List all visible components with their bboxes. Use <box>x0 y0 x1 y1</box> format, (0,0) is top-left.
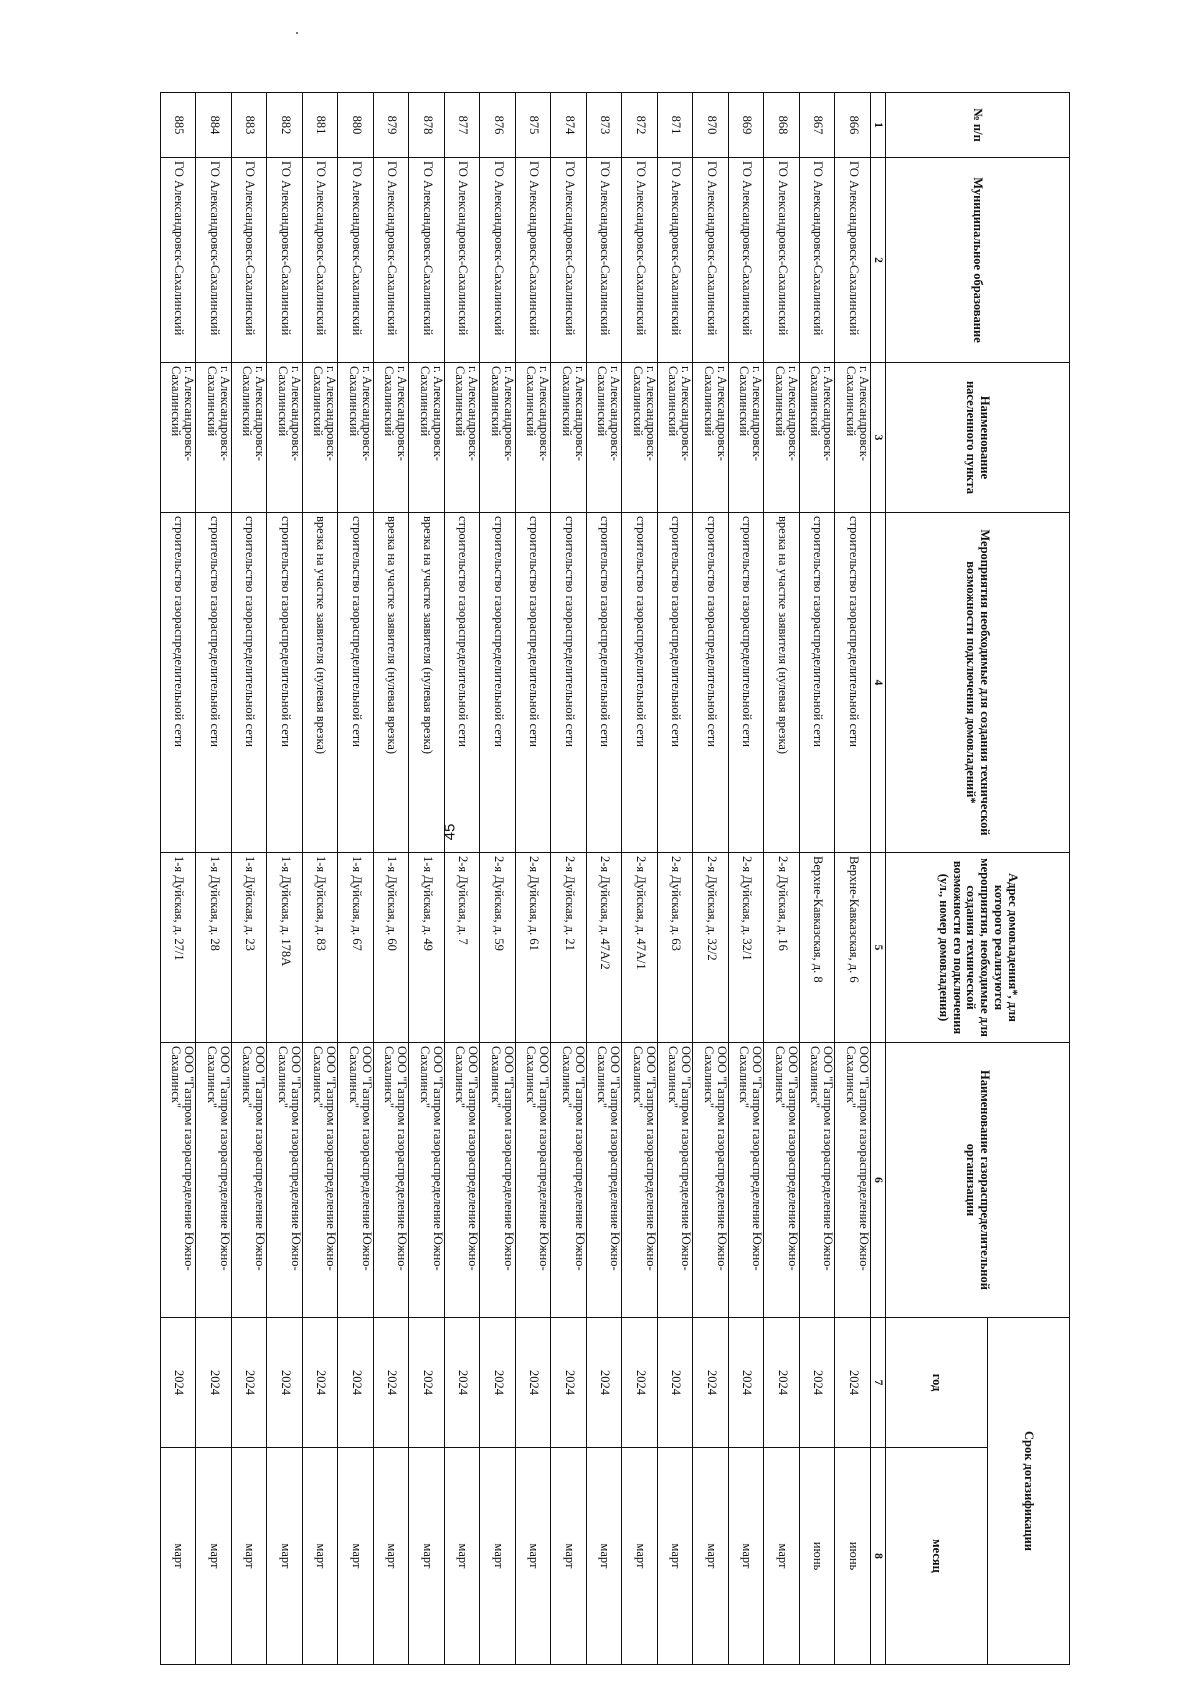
address-cell: 2-я Дуйская, д. 47А/1 <box>622 853 658 1043</box>
column-number-row <box>871 93 886 1665</box>
locality-cell: г. Александровск-Сахалинский <box>480 363 516 513</box>
row-number: 883 <box>232 93 268 158</box>
address-cell: 2-я Дуйская, д. 32/1 <box>729 853 765 1043</box>
locality-cell: г. Александровск-Сахалинский <box>764 363 800 513</box>
column-number: 3 <box>871 363 886 513</box>
activity-cell: строительство газораспределительной сети <box>516 513 552 853</box>
month-cell: март <box>196 1448 232 1665</box>
activity-cell: строительство газораспределительной сети <box>338 513 374 853</box>
organization-cell: ООО "Газпром газораспределение Южно-Сахалинск" <box>445 1043 481 1318</box>
organization-cell: ООО "Газпром газораспределение Южно-Сахалинск" <box>480 1043 516 1318</box>
row-number: 884 <box>196 93 232 158</box>
month-cell: март <box>338 1448 374 1665</box>
activity-cell: строительство газораспределительной сети <box>729 513 765 853</box>
organization-cell: ООО "Газпром газораспределение Южно-Сахалинск" <box>835 1043 871 1318</box>
table-row <box>232 93 268 1665</box>
address-cell: 2-я Дуйская, д. 63 <box>658 853 694 1043</box>
month-cell: март <box>480 1448 516 1665</box>
address-cell: 1-я Дуйская, д. 28 <box>196 853 232 1043</box>
column-number: 2 <box>871 158 886 363</box>
municipality-cell: ГО Александровск-Сахалинский <box>161 158 197 363</box>
row-number: 868 <box>764 93 800 158</box>
month-cell: март <box>232 1448 268 1665</box>
municipality-cell: ГО Александровск-Сахалинский <box>658 158 694 363</box>
municipality-cell: ГО Александровск-Сахалинский <box>622 158 658 363</box>
table-body <box>161 93 871 1665</box>
column-number: 5 <box>871 853 886 1043</box>
gasification-table <box>160 92 1070 1665</box>
year-cell: 2024 <box>196 1318 232 1448</box>
municipality-cell: ГО Александровск-Сахалинский <box>338 158 374 363</box>
locality-cell: г. Александровск-Сахалинский <box>622 363 658 513</box>
address-cell: 1-я Дуйская, д. 23 <box>232 853 268 1043</box>
year-cell: 2024 <box>409 1318 445 1448</box>
row-number: 880 <box>338 93 374 158</box>
organization-cell: ООО "Газпром газораспределение Южно-Сахалинск" <box>303 1043 339 1318</box>
address-cell: 2-я Дуйская, д. 59 <box>480 853 516 1043</box>
activity-cell: строительство газораспределительной сети <box>445 513 481 853</box>
address-cell: 2-я Дуйская, д. 7 <box>445 853 481 1043</box>
locality-cell: г. Александровск-Сахалинский <box>232 363 268 513</box>
month-cell: март <box>445 1448 481 1665</box>
month-cell: март <box>729 1448 765 1665</box>
organization-cell: ООО "Газпром газораспределение Южно-Сахалинск" <box>516 1043 552 1318</box>
activity-cell: врезка на участке заявителя (нулевая врезка) <box>303 513 339 853</box>
address-cell: 1-я Дуйская, д. 83 <box>303 853 339 1043</box>
organization-cell: ООО "Газпром газораспределение Южно-Сахалинск" <box>658 1043 694 1318</box>
municipality-cell: ГО Александровск-Сахалинский <box>445 158 481 363</box>
address-cell: Верхне-Кавказская, д. 8 <box>800 853 836 1043</box>
table-row <box>161 93 197 1665</box>
month-cell: март <box>551 1448 587 1665</box>
row-number: 872 <box>622 93 658 158</box>
table-row <box>303 93 339 1665</box>
activity-cell: строительство газораспределительной сети <box>800 513 836 853</box>
address-cell: 1-я Дуйская, д. 49 <box>409 853 445 1043</box>
organization-cell: ООО "Газпром газораспределение Южно-Сахалинск" <box>374 1043 410 1318</box>
year-cell: 2024 <box>835 1318 871 1448</box>
row-number: 885 <box>161 93 197 158</box>
organization-cell: ООО "Газпром газораспределение Южно-Сахалинск" <box>161 1043 197 1318</box>
locality-cell: г. Александровск-Сахалинский <box>587 363 623 513</box>
municipality-cell: ГО Александровск-Сахалинский <box>693 158 729 363</box>
municipality-cell: ГО Александровск-Сахалинский <box>409 158 445 363</box>
year-cell: 2024 <box>338 1318 374 1448</box>
municipality-cell: ГО Александровск-Сахалинский <box>800 158 836 363</box>
address-cell: 1-я Дуйская, д. 27/1 <box>161 853 197 1043</box>
table-row <box>658 93 694 1665</box>
year-cell: 2024 <box>267 1318 303 1448</box>
table-row <box>729 93 765 1665</box>
locality-cell: г. Александровск-Сахалинский <box>196 363 232 513</box>
month-cell: март <box>764 1448 800 1665</box>
activity-cell: строительство газораспределительной сети <box>658 513 694 853</box>
row-number: 871 <box>658 93 694 158</box>
table-row <box>409 93 445 1665</box>
month-cell: март <box>374 1448 410 1665</box>
address-cell: 2-я Дуйская, д. 47А/2 <box>587 853 623 1043</box>
activity-cell: строительство газораспределительной сети <box>693 513 729 853</box>
activity-cell: врезка на участке заявителя (нулевая врезка) <box>764 513 800 853</box>
organization-cell: ООО "Газпром газораспределение Южно-Сахалинск" <box>338 1043 374 1318</box>
activity-cell: врезка на участке заявителя (нулевая врезка) <box>409 513 445 853</box>
organization-cell: ООО "Газпром газораспределение Южно-Сахалинск" <box>409 1043 445 1318</box>
year-cell: 2024 <box>764 1318 800 1448</box>
year-cell: 2024 <box>622 1318 658 1448</box>
scan-speck <box>296 32 298 34</box>
header-activity: Мероприятия необходимые для создания технической возможности подключения домовладений* <box>886 513 1070 853</box>
activity-cell: строительство газораспределительной сети <box>551 513 587 853</box>
municipality-cell: ГО Александровск-Сахалинский <box>303 158 339 363</box>
activity-cell: строительство газораспределительной сети <box>480 513 516 853</box>
table-row <box>764 93 800 1665</box>
year-cell: 2024 <box>551 1318 587 1448</box>
organization-cell: ООО "Газпром газораспределение Южно-Сахалинск" <box>587 1043 623 1318</box>
row-number: 874 <box>551 93 587 158</box>
month-cell: март <box>622 1448 658 1665</box>
locality-cell: г. Александровск-Сахалинский <box>161 363 197 513</box>
month-cell: март <box>516 1448 552 1665</box>
row-number: 882 <box>267 93 303 158</box>
organization-cell: ООО "Газпром газораспределение Южно-Сахалинск" <box>800 1043 836 1318</box>
locality-cell: г. Александровск-Сахалинский <box>338 363 374 513</box>
municipality-cell: ГО Александровск-Сахалинский <box>835 158 871 363</box>
locality-cell: г. Александровск-Сахалинский <box>658 363 694 513</box>
table-row <box>800 93 836 1665</box>
activity-cell: строительство газораспределительной сети <box>267 513 303 853</box>
municipality-cell: ГО Александровск-Сахалинский <box>196 158 232 363</box>
month-cell: март <box>587 1448 623 1665</box>
locality-cell: г. Александровск-Сахалинский <box>303 363 339 513</box>
municipality-cell: ГО Александровск-Сахалинский <box>232 158 268 363</box>
table-row <box>480 93 516 1665</box>
table-row <box>551 93 587 1665</box>
rotated-page-content <box>165 92 1070 1664</box>
table-row <box>622 93 658 1665</box>
column-number: 6 <box>871 1043 886 1318</box>
organization-cell: ООО "Газпром газораспределение Южно-Сахалинск" <box>267 1043 303 1318</box>
address-cell: 1-я Дуйская, д. 178А <box>267 853 303 1043</box>
organization-cell: ООО "Газпром газораспределение Южно-Сахалинск" <box>729 1043 765 1318</box>
address-cell: 2-я Дуйская, д. 16 <box>764 853 800 1043</box>
organization-cell: ООО "Газпром газораспределение Южно-Сахалинск" <box>232 1043 268 1318</box>
row-number: 873 <box>587 93 623 158</box>
locality-cell: г. Александровск-Сахалинский <box>374 363 410 513</box>
address-cell: 1-я Дуйская, д. 67 <box>338 853 374 1043</box>
row-number: 876 <box>480 93 516 158</box>
table-row <box>693 93 729 1665</box>
municipality-cell: ГО Александровск-Сахалинский <box>587 158 623 363</box>
locality-cell: г. Александровск-Сахалинский <box>267 363 303 513</box>
row-number: 870 <box>693 93 729 158</box>
address-cell: 1-я Дуйская, д. 60 <box>374 853 410 1043</box>
municipality-cell: ГО Александровск-Сахалинский <box>480 158 516 363</box>
address-cell: 2-я Дуйская, д. 32/2 <box>693 853 729 1043</box>
locality-cell: г. Александровск-Сахалинский <box>800 363 836 513</box>
organization-cell: ООО "Газпром газораспределение Южно-Сахалинск" <box>551 1043 587 1318</box>
table-row <box>516 93 552 1665</box>
column-number: 7 <box>871 1318 886 1448</box>
column-number: 4 <box>871 513 886 853</box>
organization-cell: ООО "Газпром газораспределение Южно-Сахалинск" <box>764 1043 800 1318</box>
locality-cell: г. Александровск-Сахалинский <box>835 363 871 513</box>
table-row <box>445 93 481 1665</box>
municipality-cell: ГО Александровск-Сахалинский <box>764 158 800 363</box>
header-municipality: Муниципальное образование <box>886 158 1070 363</box>
month-cell: март <box>409 1448 445 1665</box>
address-cell: 2-я Дуйская, д. 61 <box>516 853 552 1043</box>
activity-cell: строительство газораспределительной сети <box>587 513 623 853</box>
municipality-cell: ГО Александровск-Сахалинский <box>516 158 552 363</box>
year-cell: 2024 <box>516 1318 552 1448</box>
address-cell: 2-я Дуйская, д. 21 <box>551 853 587 1043</box>
header-address: Адрес домовладения*, для которого реализуются мероприятия, необходимые для создания технической возможности его подключения (ул., номер домовладения) <box>886 853 1070 1043</box>
row-number: 866 <box>835 93 871 158</box>
month-cell: июнь <box>835 1448 871 1665</box>
activity-cell: строительство газораспределительной сети <box>232 513 268 853</box>
month-cell: март <box>267 1448 303 1665</box>
organization-cell: ООО "Газпром газораспределение Южно-Сахалинск" <box>196 1043 232 1318</box>
locality-cell: г. Александровск-Сахалинский <box>729 363 765 513</box>
month-cell: март <box>161 1448 197 1665</box>
locality-cell: г. Александровск-Сахалинский <box>409 363 445 513</box>
activity-cell: строительство газораспределительной сети <box>161 513 197 853</box>
month-cell: март <box>658 1448 694 1665</box>
year-cell: 2024 <box>161 1318 197 1448</box>
municipality-cell: ГО Александровск-Сахалинский <box>374 158 410 363</box>
year-cell: 2024 <box>232 1318 268 1448</box>
header-year: год <box>886 1318 988 1448</box>
activity-cell: врезка на участке заявителя (нулевая врезка) <box>374 513 410 853</box>
row-number: 878 <box>409 93 445 158</box>
locality-cell: г. Александровск-Сахалинский <box>693 363 729 513</box>
year-cell: 2024 <box>693 1318 729 1448</box>
header-month: месяц <box>886 1448 988 1665</box>
table-row <box>374 93 410 1665</box>
column-number: 1 <box>871 93 886 158</box>
month-cell: март <box>303 1448 339 1665</box>
row-number: 879 <box>374 93 410 158</box>
column-number: 8 <box>871 1448 886 1665</box>
year-cell: 2024 <box>800 1318 836 1448</box>
activity-cell: строительство газораспределительной сети <box>196 513 232 853</box>
row-number: 875 <box>516 93 552 158</box>
page-number: 45 <box>441 823 459 841</box>
table-header <box>871 93 1070 1665</box>
activity-cell: строительство газораспределительной сети <box>835 513 871 853</box>
year-cell: 2024 <box>445 1318 481 1448</box>
header-num: № п/п <box>886 93 1070 158</box>
municipality-cell: ГО Александровск-Сахалинский <box>729 158 765 363</box>
organization-cell: ООО "Газпром газораспределение Южно-Сахалинск" <box>622 1043 658 1318</box>
month-cell: июнь <box>800 1448 836 1665</box>
month-cell: март <box>693 1448 729 1665</box>
year-cell: 2024 <box>480 1318 516 1448</box>
row-number: 867 <box>800 93 836 158</box>
table-row <box>835 93 871 1665</box>
year-cell: 2024 <box>587 1318 623 1448</box>
activity-cell: строительство газораспределительной сети <box>622 513 658 853</box>
locality-cell: г. Александровск-Сахалинский <box>516 363 552 513</box>
year-cell: 2024 <box>658 1318 694 1448</box>
table-row <box>587 93 623 1665</box>
row-number: 881 <box>303 93 339 158</box>
header-locality: Наименование населенного пункта <box>886 363 1070 513</box>
year-cell: 2024 <box>729 1318 765 1448</box>
locality-cell: г. Александровск-Сахалинский <box>445 363 481 513</box>
header-org: Наименование газораспределительной организации <box>886 1043 1070 1318</box>
table-row <box>338 93 374 1665</box>
municipality-cell: ГО Александровск-Сахалинский <box>551 158 587 363</box>
address-cell: Верхне-Кавказская, д. 6 <box>835 853 871 1043</box>
year-cell: 2024 <box>374 1318 410 1448</box>
locality-cell: г. Александровск-Сахалинский <box>551 363 587 513</box>
year-cell: 2024 <box>303 1318 339 1448</box>
table-row <box>196 93 232 1665</box>
header-term: Срок догазификации <box>988 1318 1070 1665</box>
table-row <box>267 93 303 1665</box>
municipality-cell: ГО Александровск-Сахалинский <box>267 158 303 363</box>
row-number: 877 <box>445 93 481 158</box>
organization-cell: ООО "Газпром газораспределение Южно-Сахалинск" <box>693 1043 729 1318</box>
row-number: 869 <box>729 93 765 158</box>
